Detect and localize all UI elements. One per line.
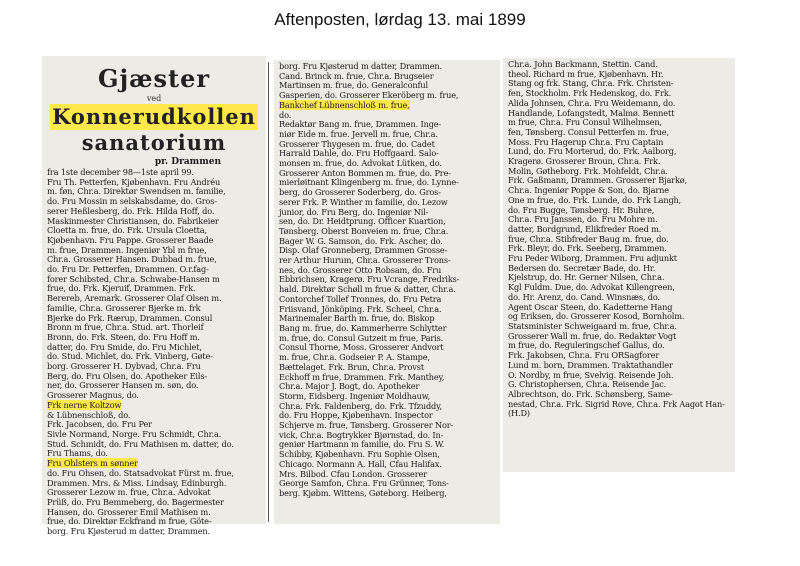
text-line: George Samfon, Chr.a. Fru Grünner, Tons- [279,478,449,489]
text-line: borg. Fru Kjøsterud m datter, Drammen. [279,61,442,71]
text-line: Grosserer Thygesen m. frue, do. Cadet [279,138,435,149]
text-line: borg. Fru Kjøsterud m datter, Drammen. [47,526,210,537]
text-line: Kragerø. Grosserer Broun, Chr.a. Frk. [508,156,661,167]
text-line: do. Fru Dr. Petterfen, Drammen. O.r.fag- [47,264,209,275]
text-line: Chr.a. John Backmann, Stettin. Cand. [508,59,658,69]
masthead-place: pr. Drammen [154,157,221,167]
column-3-text [508,60,730,419]
text-line: m frue, Chr.a. Fru Consul Wilhelmsen, [508,117,662,128]
text-line: Albrechtson, do. Frk. Schønsberg, Same- [508,388,673,399]
text-line: Contorchef Tollef Tronnes, do. Fru Petra [279,293,442,304]
text-line: Disp. Olaf Gronneberg, Drammen Grosse- [279,245,448,256]
highlight-mark: Fru Ohlsters m sønner [47,458,138,469]
text-line: Marinemaler Barth m. frue, do. Biskop [279,313,435,324]
newspaper-column-1 [42,56,266,537]
text-line: fen, Stockholm. Frk Hedenskog, do. Frk. [508,88,672,99]
text-line: Eckhoff m frue, Drammen. Frk. Manthey, [279,371,445,382]
masthead-name2: sanatorium [81,130,227,155]
text-line: do. Stud. Michlet, do. Frk. Vinberg, Gøte- [47,351,213,362]
text-line: frue, do. Direktør Eckfrand m frue, Göte- [47,516,212,527]
text-line: Bronn m frue, Chr.a. Stud. art. Thorleif [47,322,204,333]
text-line: frue, Chr.a. Stibfreder Baug m. frue, do. [508,233,669,244]
text-line: Chr.a. Fru Janssen, do. Fru Mohre m. [508,214,658,225]
text-line: do. [279,109,292,120]
text-line: Drammen. Mrs. & Miss. Lindsay, Edinburgh. [47,477,227,488]
text-line: Schibby, Kjøbenhavn. Fru Sophie Olsen, [279,449,440,460]
text-line: Frk. Gaßmann, Drammen. Grosserer Bjarkø, [508,175,688,186]
text-line: niør Eide m. frue. Jervell m. frue, Chr.a. [279,128,438,139]
text-line: Grosserer Anton Bommen m. frue, do. Pre- [279,167,451,178]
text-line: Maskinmester Christiansen, do. Fabrikeier [47,215,219,226]
text-line: Mrs. Bilbod. Cfau London. Grosserer [279,468,427,479]
text-line: Frk. Jacobsen, do. Fru Per [47,419,152,430]
text-line: datter, Bordgrund, Elikfreder Roed m. [508,223,662,234]
text-line: Friisvand, Jönköping. Frk. Scheel, Chr.a. [279,303,442,314]
text-line: rer Arthur Hurum, Chr.a. Grosserer Trons- [279,255,451,266]
text-line: theol. Richard m frue, Kjøbenhavn. Hr. [508,68,664,79]
text-line: Hansen, do. Grosserer Emil Mathisen m. [47,506,211,517]
text-line: Molin, Gøtheborg. Frk. Mohfeldt, Chr.a. [508,165,668,176]
text-line: ner, do. Grosserer Hansen m. søn, do. [47,380,199,391]
text-line: mierløitnant Klingenberg m. frue, do. Lynne- [279,177,459,188]
text-line: Agent Oscar Steen, do. Kadetterne Hang [508,301,673,312]
text-line: Berereb, Aremark. Grosserer Olaf Olsen m. [47,293,222,304]
text-line: m. frue, Drammen. Ingeniør Ybl m frue, [47,244,207,255]
text-line: Harrald Dahle, do. Fru Hoffgaard. Salo- [279,148,439,159]
text-line: Stang og frk. Stang, Chr.a. Frk. Christen- [508,78,674,89]
text-line: Gasperien, do. Grosserer Ekeröberg m. frue, [279,90,459,101]
text-line: vick, Chr.a. Bogtrykker Bjørnstad, do. In- [279,429,444,440]
text-line: Grosserer Lezow m. frue, Chr.a. Advokat [47,487,211,498]
text-line: Kjøbenhavn. Fru Pappe. Grosserer Baade [47,234,214,245]
text-line: Storm, Eidsberg. Ingeniør Moldhauw, [279,390,431,401]
text-line: og Eriksen, do. Grosserer Kosod, Bornholm. [508,311,685,322]
text-line: Berg, do. Fru Olsen, do. Apotheker Eils- [47,370,208,381]
text-line: borg. Grosserer H. Dybvad, Chr.a. Fru [47,361,201,372]
text-line: do. Fru Hoppe, Kjøbenhavn. Inspector [279,410,433,421]
text-line: Ebbrichsen, Kragerø. Fru Vcrange, Fredriks- [279,274,460,285]
text-line: Bedersen do. Secretær Bade, do. Hr. [508,262,656,273]
text-line: O. Nordby, m frue, Svelvig. Reisende Joh. [508,369,674,380]
text-line: forer Schibsted, Chr.a. Schwabe-Hansen m [47,273,220,284]
text-line: do. Fru Ohsen, do. Statsadvokat Fürst m. frue, [47,467,234,478]
text-line: Bager W. G. Samson, do. Frk. Ascher, do. [279,235,443,246]
text-line: fen, Tønsberg. Consul Petterfen m. frue, [508,126,669,137]
highlight-mark: Bankchef Lübnenschloß m. frue, [279,99,410,110]
text-line: Lund, do. Fru Morterud, do. Frk. Aalborg, [508,146,677,157]
highlight-mark: Frk nerne Koltzow [47,399,122,410]
text-line: monsen m. frue, do. Advokat Lütken, do. [279,158,442,169]
text-line: Kgl Fuldm. Due, do. Advokat Killengreen, [508,282,675,293]
column-2-text [279,62,495,499]
text-line: frue, do. Frk. Kjeruif, Drammen. Frk. [47,283,196,294]
masthead-name: Konnerudkollen [52,104,256,129]
text-line: Moss. Fru Hagerup Chr.a. Fru Captain [508,136,664,147]
text-line: berg, do Grosserer Soderberg, do. Gros- [279,187,441,198]
column-1-text [47,168,261,537]
text-line: Fru Th. Petterfen, Kjøbenhavn. Fru Andréu [47,176,221,187]
text-line: Bjerke do Frk. Rærup, Drammen. Consul [47,312,213,323]
highlighted-line [279,101,495,111]
text-line: serer Heßlesberg, do. Frk. Hilda Hoff, do. [47,205,215,216]
text-line: serer Frk. P. Winther m familie, do. Lezow [279,196,448,207]
text-line: junior, do. Fru Berg, do. Ingeniør Nil- [279,206,429,217]
masthead-title: Gjæster [97,64,211,93]
text-line: Statsminister Schweigaard m. frue, Chr.a. [508,320,677,331]
text-line: Prüß, do. Fru Bemmeberg, do. Bagermester [47,496,224,507]
text-line: Grosserer Magnus, do. [47,390,139,401]
text-line: Stud. Schmidt, do. Fru Mathisen m. datter, do. [47,438,234,449]
text-line: Kjelstrup, do. Hr. Gerner Nilsen, Chr.a. [508,272,665,283]
text-line: Sivle Normand, Norge. Fru Schmidt, Chr.a. [47,428,222,439]
page-caption: Aftenposten, lørdag 13. mai 1899 [274,10,526,29]
text-line: datter, do. Fru Smide, do. Fru Michlet, [47,341,202,352]
text-line: Lund m. born, Drammen. Traktathandler [508,359,673,370]
text-line: Consul Thorne, Moss. Grosserer Andvort [279,342,444,353]
text-line: sen, do. Dr. Heidtprung. Officer Kuartion, [279,216,446,227]
text-line: Fru Peder Wiborg, Drammen. Fru adjunkt [508,253,677,264]
text-line: m. frue, Chr.a. Godseier P. A. Stampe, [279,352,430,363]
masthead [47,64,261,168]
text-line: familie, Chr.a. Grosserer Bjerke m. frk [47,302,201,313]
text-line: Martinsen m. frue, do. Generalconful [279,80,428,91]
text-line: Redaktør Bang m. frue, Drammen. Inge- [279,119,442,130]
text-line: Bronn, do. Frk. Steen, do. Fru Hoff m. [47,331,200,342]
column-divider [268,62,269,522]
text-line: nestad, Chr.a. Frk. Sigrid Rove, Chr.a. Frk Aagot Han- [508,398,725,409]
text-line: Handlande, Lofangstedt, Malmø. Bennett [508,107,675,118]
text-line: Frk. Bleyr, do. Frk. Seeberg, Drammen. [508,243,667,254]
masthead-ved: ved [146,94,162,103]
newspaper-column-2 [274,60,500,524]
text-line: berg. Kjøbm. Wittens, Gøteborg. Heiberg, [279,487,447,498]
text-line: do. Fru Mossin m selskabsdame, do. Gros- [47,196,217,207]
text-line: Grosserer Wall m. frue, do. Redaktør Vogt [508,330,677,341]
text-line: (H.D) [508,408,530,419]
text-line: Fru Thams, do. [47,448,108,459]
text-line: nes, do. Grosserer Otto Robsam, do. Fru [279,264,442,275]
text-line: m. frue, do. Consul Gutzeit m frue, Paris. [279,332,444,343]
text-line: do. Hr. Arenz, do. Cand. Winsnæs, do. [508,291,660,302]
text-line: hald. Direktør Schøll m frue & datter, Chr.a. [279,284,456,295]
text-line: Cand. Brinck m. frue, Chr.a. Brugseier [279,70,434,81]
text-line: Chicago. Normann A. Hall, Cfau Halifax. [279,458,442,469]
text-line: One m frue, do. Frk. Lunde, do. Frk Langh, [508,194,682,205]
text-line: Schjerve m. frue, Tønsberg. Grosserer Nor- [279,420,454,431]
text-line: Cloetta m. frue, do. Frk. Ursula Cloetta, [47,225,207,236]
text-line: & Lübnenschloß, do. [47,409,131,420]
text-line: Bættelaget. Frk. Brun, Chr.a. Provst [279,361,424,372]
text-line: fra 1ste december 98—1ste april 99. [47,167,194,177]
text-line: Alida Johnsen, Chr.a. Fru Weidemann, do. [508,97,676,108]
text-line: Tønsberg. Oberst Bonveien m. frue, Chr.a. [279,225,449,236]
newspaper-column-3 [503,58,735,472]
text-line: m frue, do. Reguleringschef Gallus, do. [508,340,665,351]
text-line: Bang m. frue, do. Kammerherre Schlytter [279,322,447,333]
text-line: Chr.a. Frk. Faldenberg, do. Frk. Tfzuddy, [279,400,442,411]
text-line: Chr.a. Grosserer Hansen. Dubbad m. frue, [47,254,217,265]
text-line: m. føn, Chr.a. Direktør Swendsen m. familie, [47,186,226,197]
text-line: G. Christophersen, Chr.a. Reisende Jac. [508,379,667,390]
text-line: geniør Hartmann m familie, do. Fru S. W. [279,439,445,450]
text-line: do. Fru Bugge, Tønsberg. Hr. Buhre, [508,204,655,215]
text-line: Chr.a. Ingeniør Poppe & Son, do. Bjarne [508,185,669,196]
text-line: Frk. Jakobsen, Chr.a. Fru ORSagforer [508,350,660,361]
text-line: Chr.a. Major J. Bogt, do. Apotheker [279,381,420,392]
